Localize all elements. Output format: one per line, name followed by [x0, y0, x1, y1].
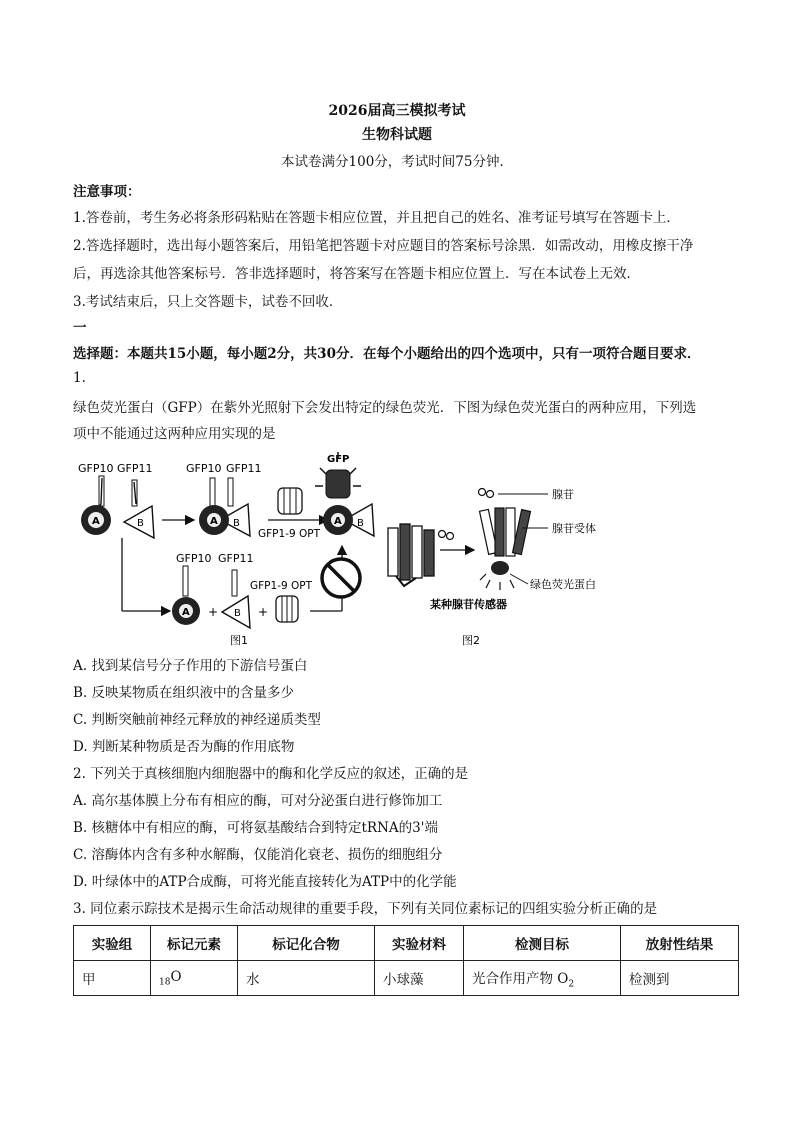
fig1-opt-label-2: GFP1-9 OPT	[250, 580, 313, 592]
table-header-element: 标记元素	[151, 926, 238, 961]
fig1-gfp10-label-3: GFP10	[176, 552, 212, 565]
q2-option-c: C. 溶酶体内含有多种水解酶，仅能消化衰老、损伤的细胞组分	[73, 847, 443, 863]
table-row	[74, 961, 739, 996]
fig1-gfp-label: GFP	[327, 454, 350, 465]
q3-stem: 3. 同位素示踪技术是揭示生命活动规律的重要手段，下列有关同位素标记的四组实验分析正确的是	[73, 901, 658, 917]
q1-option-b: B. 反映某物质在组织液中的含量多少	[73, 685, 295, 701]
table-header-material: 实验材料	[375, 926, 464, 961]
fig2-receptor-label: 腺苷受体	[552, 522, 596, 535]
q2-option-b: B. 核糖体中有相应的酶，可将氨基酸结合到特定tRNA的3'端	[73, 820, 438, 836]
notice-heading: 注意事项：	[73, 184, 141, 200]
fig1-protein-a-1	[81, 505, 111, 535]
notice-item-2b: 后，再选涂其他答案标号．答非选择题时，将答案写在答题卡相应位置上．写在本试卷上无效．	[73, 266, 640, 282]
svg-text:A: A	[182, 607, 190, 618]
q1-stem-line1: 绿色荧光蛋白（GFP）在紫外光照射下会发出特定的绿色荧光．下图为绿色荧光蛋白的两种应用，下列选	[73, 400, 697, 416]
fig1-protein-a-2	[172, 597, 200, 625]
q1-stem-line2: 项中不能通过这两种应用实现的是	[73, 426, 276, 442]
q1-option-c: C. 判断突触前神经元释放的神经递质类型	[73, 712, 321, 728]
q1-option-a: A. 找到某信号分子作用的下游信号蛋白	[73, 658, 308, 674]
table-header-group: 实验组	[74, 926, 151, 961]
q2-option-a: A. 高尔基体膜上分布有相应的酶，可对分泌蛋白进行修饰加工	[73, 793, 443, 809]
notice-item-3: 3.考试结束后，只上交答题卡，试卷不回收．	[73, 294, 343, 310]
q3-table	[73, 925, 739, 996]
adenosine-sensor-active-icon	[480, 508, 531, 590]
table-header-target: 检测目标	[464, 926, 621, 961]
svg-text:B: B	[357, 518, 364, 529]
fig1-protein-b-2	[222, 596, 250, 628]
fig1-complex-ab-1	[199, 504, 250, 536]
q1-number: 1.	[73, 370, 86, 386]
q2-option-d: D. 叶绿体中的ATP合成酶，可将光能直接转化为ATP中的化学能	[73, 874, 457, 890]
fig1-gfp11-label-2: GFP11	[226, 462, 262, 475]
table-header-compound: 标记化合物	[238, 926, 375, 961]
fig2-gfp-label: 绿色荧光蛋白	[530, 578, 596, 591]
table-cell-element: $_{18}$O	[151, 961, 238, 996]
table-cell-compound: 水	[238, 961, 375, 996]
table-header-row	[74, 926, 739, 961]
adenosine-receptor-icon	[388, 524, 434, 586]
gfp1-9-barrel-icon	[278, 488, 302, 514]
q2-stem: 2. 下列关于真核细胞内细胞器中的酶和化学反应的叙述，正确的是	[73, 766, 469, 782]
svg-text:A: A	[92, 516, 100, 527]
q1-figure	[70, 446, 630, 648]
fig1-gfp11-label-1: GFP11	[117, 462, 153, 475]
svg-text:B: B	[233, 518, 240, 529]
notice-item-1: 1.答卷前，考生务必将条形码粘贴在答题卡相应位置，并且把自己的姓名、准考证号填写在答题卡上．	[73, 210, 680, 226]
fig2-ligand-label: 腺苷	[552, 488, 574, 501]
svg-text:B: B	[234, 608, 241, 619]
table-cell-result: 检测到	[621, 961, 739, 996]
fig1-gfp11-label-3: GFP11	[218, 552, 254, 565]
fig1-complex-ab-2	[323, 504, 374, 536]
svg-text:B: B	[137, 518, 144, 529]
exam-info: 本试卷满分100分，考试时间75分钟．	[281, 154, 513, 170]
fig1-caption: 图1	[230, 634, 248, 647]
exam-title: 2026届高三模拟考试	[328, 103, 466, 119]
fig1-plus-1: +	[208, 605, 219, 619]
fig1-plus-2: +	[258, 605, 269, 619]
prohibited-icon	[322, 559, 360, 597]
fig1-opt-label-1: GFP1-9 OPT	[258, 528, 321, 540]
fig2-sensor-label: 某种腺苷传感器	[430, 598, 507, 611]
table-cell-target: 光合作用产物 $O_2$	[464, 961, 621, 996]
notice-item-2a: 2.答选择题时，选出每小题答案后，用铅笔把答题卡对应题目的答案标号涂黑．如需改动，用橡皮擦干净	[73, 238, 694, 254]
fig1-gfp10-label-1: GFP10	[78, 462, 114, 475]
svg-text:A: A	[210, 516, 218, 527]
fig1-protein-b-1	[124, 506, 154, 538]
exam-subject: 生物科试题	[362, 127, 432, 143]
svg-text:A: A	[334, 516, 342, 527]
gfp1-9-barrel-icon-2	[276, 596, 298, 622]
q1-option-d: D. 判断某种物质是否为酶的作用底物	[73, 739, 295, 755]
section-number: 一	[73, 320, 87, 336]
table-cell-group: 甲	[74, 961, 151, 996]
fig2-caption: 图2	[462, 634, 480, 647]
table-header-result: 放射性结果	[621, 926, 739, 961]
section-heading: 选择题：本题共15小题，每小题2分，共30分．在每个小题给出的四个选项中，只有一项符合题目要求．	[73, 346, 701, 362]
table-cell-material: 小球藻	[375, 961, 464, 996]
fig1-gfp10-label-2: GFP10	[186, 462, 222, 475]
